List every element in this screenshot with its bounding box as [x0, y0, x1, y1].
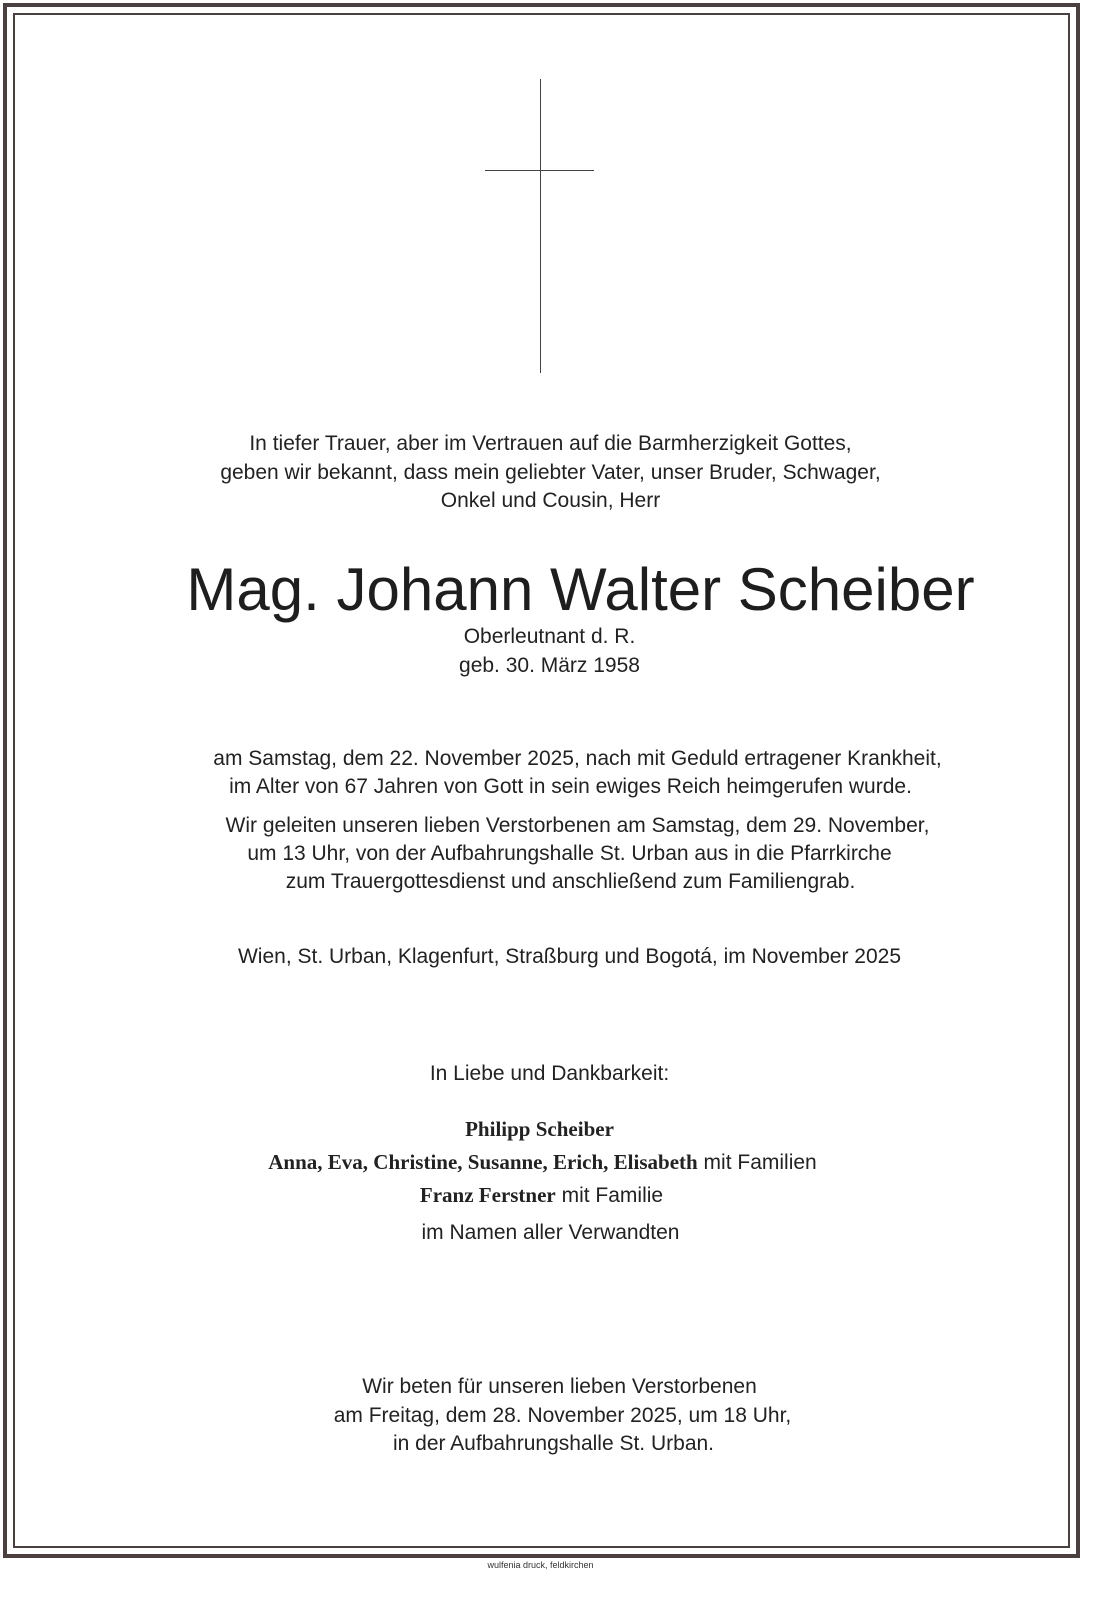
mourner-names-3: Franz Ferstner [419, 1183, 556, 1207]
deceased-title: Oberleutnant d. R. [463, 625, 636, 648]
mourner-row-3 [0, 1182, 1092, 1209]
intro-line-3: Onkel und Cousin, Herr [440, 489, 661, 512]
mourner-names-1: Philipp Scheiber [465, 1117, 614, 1141]
funeral-line-2: um 13 Uhr, von der Aufbahrungshalle St. Urban aus in die Pfarrkirche [247, 842, 892, 865]
cross-horizontal-bar [485, 170, 594, 171]
funeral-line-3: zum Trauergottesdienst und anschließend zum Familiengrab. [285, 870, 856, 893]
deceased-birth: geb. 30. März 1958 [459, 654, 640, 677]
intro-line-2: geben wir bekannt, dass mein geliebter Vater, unser Bruder, Schwager, [220, 461, 881, 484]
prayer-line-3: in der Aufbahrungshalle St. Urban. [392, 1432, 715, 1455]
place-date: Wien, St. Urban, Klagenfurt, Straßburg und Bogotá, im November 2025 [237, 945, 901, 968]
mourner-row-1 [0, 1116, 1090, 1143]
deceased-name: Mag. Johann Walter Scheiber [186, 556, 975, 623]
mourner-suffix-2: mit Familien [697, 1151, 817, 1174]
death-line-1: am Samstag, dem 22. November 2025, nach mit Geduld ertragener Krankheit, [213, 747, 942, 770]
mourners-closing: im Namen aller Verwandten [421, 1221, 680, 1244]
cross-vertical-bar [540, 79, 541, 373]
prayer-line-2: am Freitag, dem 28. November 2025, um 18 Uhr, [333, 1404, 792, 1427]
death-line-2: im Alter von 67 Jahren von Gott in sein ewiges Reich heimgerufen wurde. [229, 775, 912, 798]
mourner-row-2 [0, 1149, 1093, 1176]
mourner-names-2: Anna, Eva, Christine, Susanne, Erich, Elisabeth [268, 1150, 698, 1174]
funeral-line-1: Wir geleiten unseren lieben Verstorbenen am Samstag, dem 29. November, [225, 814, 930, 837]
prayer-line-1: Wir beten für unseren lieben Verstorbenen [362, 1375, 757, 1398]
intro-line-1: In tiefer Trauer, aber im Vertrauen auf die Barmherzigkeit Gottes, [249, 432, 852, 455]
mourners-intro: In Liebe und Dankbarkeit: [429, 1062, 670, 1085]
mourner-suffix-3: mit Familie [555, 1184, 664, 1207]
printer-credit: wulfenia druck, feldkirchen [487, 1560, 594, 1570]
